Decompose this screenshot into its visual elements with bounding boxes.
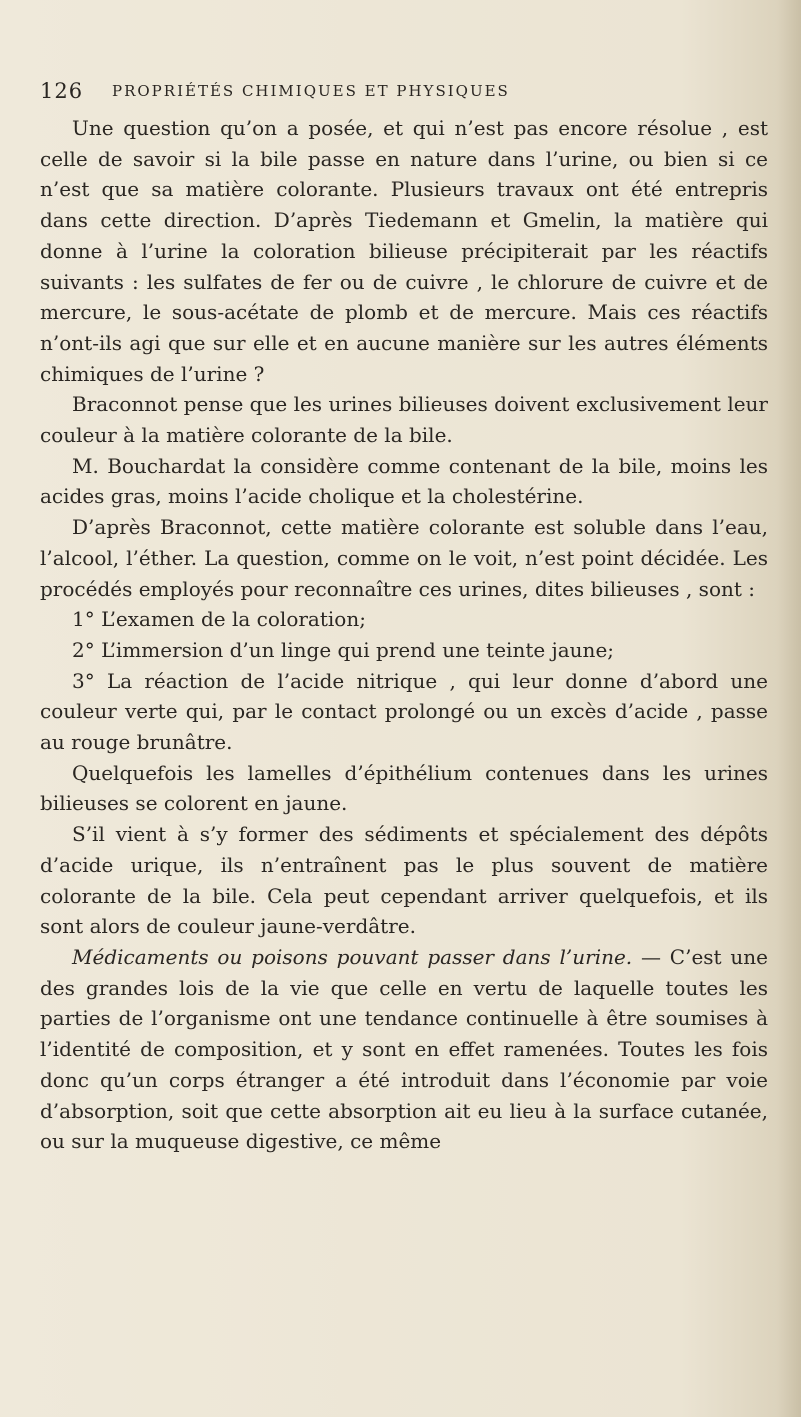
page-body: [40, 113, 768, 1157]
page-number: 126: [40, 79, 84, 103]
running-title: PROPRIÉTÉS CHIMIQUES ET PHYSIQUES: [112, 82, 510, 100]
paragraph: Une question qu’on a posée, et qui n’est pas encore résolue , est celle de savoir si la bile passe en nature dans l’urine, ou bien si ce n’est que sa matière colorante. Plusieurs travaux ont été entrepris dans cette direction. D’après Tiedemann et Gmelin, la matière qui donne à l’urine la coloration bilieuse précipiterait par les réactifs suivants : les sulfates de fer ou de cuivre , le chlorure de cuivre et de mercure, le sous-acétate de plomb et de mercure. Mais ces réactifs n’ont-ils agi que sur elle et en aucune manière sur les autres éléments chimiques de l’urine ?: [40, 116, 768, 386]
paragraph: S’il vient à s’y former des sédiments et spécialement des dépôts d’acide urique, ils n’entraînent pas le plus souvent de matière colorante de la bile. Cela peut cependant arriver quelquefois, et ils sont alors de couleur jaune-verdâtre.: [40, 822, 768, 939]
paragraph: D’après Braconnot, cette matière colorante est soluble dans l’eau, l’alcool, l’éther. La question, comme on le voit, n’est point décidée. Les procédés employés pour reconnaître ces urines, dites bilieuses , sont :: [40, 515, 768, 601]
list-item: 1° L’examen de la coloration;: [72, 607, 366, 632]
paragraph: Quelquefois les lamelles d’épithélium contenues dans les urines bilieuses se colorent en jaune.: [40, 760, 768, 816]
list-item: 3° La réaction de l’acide nitrique , qui leur donne d’abord une couleur verte qui, par le contact prolongé ou un excès d’acide , passe au rouge brunâtre.: [40, 668, 768, 755]
final-paragraph: [40, 942, 768, 1157]
paragraph: Braconnot pense que les urines bilieuses doivent exclusivement leur couleur à la matière colorante de la bile.: [40, 392, 768, 448]
section-heading: Médicaments ou poisons pouvant passer dans l’urine.: [72, 944, 633, 969]
paragraph: M. Bouchardat la considère comme contenant de la bile, moins les acides gras, moins l’acide cholique et la cholestérine.: [40, 453, 768, 509]
page-header: [40, 79, 761, 105]
section-text: — C’est une des grandes lois de la vie que celle en vertu de laquelle toutes les parties de l’organisme ont une tendance continuelle à être soumises à l’identité de composition, et y sont en effet ramenées. Toutes les fois donc qu’un corps étranger a été introduit dans l’économie par voie d’absorption, soit que cette absorption ait eu lieu à la surface cutanée, ou sur la muqueuse digestive, ce même: [40, 944, 769, 1154]
list-item: 2° L’immersion d’un linge qui prend une teinte jaune;: [72, 637, 615, 662]
